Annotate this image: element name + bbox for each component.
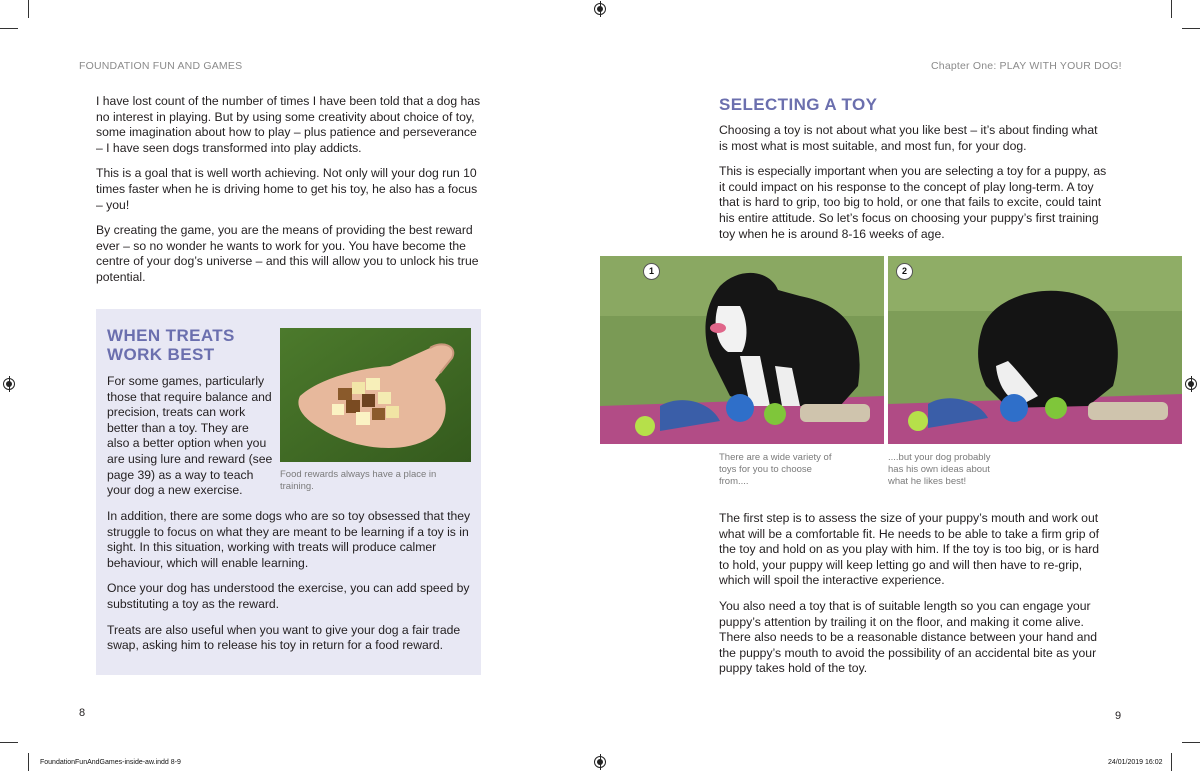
- crop-mark: [1182, 28, 1200, 29]
- page-number-left: 8: [79, 707, 86, 719]
- registration-mark-icon: [1185, 378, 1197, 390]
- registration-mark-icon: [594, 756, 606, 768]
- right-intro-text: [719, 123, 1109, 252]
- paragraph: I have lost count of the number of times I have been told that a dog has no interest in playing. But by using some creativity about choice of toy, some imagination about how to play – plus patience and perseverance – I have seen dogs transformed into play addicts.: [96, 94, 481, 155]
- paragraph: Once your dog has understood the exercise, you can add speed by substituting a toy as the reward.: [107, 581, 470, 611]
- paragraph: In addition, there are some dogs who are so toy obsessed that they struggle to focus on what they are meant to be learning if a toy is in sight. In this situation, working with treats will produce calmer behaviour, which will enable learning.: [107, 509, 471, 570]
- dog-sniffing-toys-photo: [888, 256, 1182, 444]
- page-number-right: 9: [1115, 710, 1122, 722]
- section-heading: SELECTING A TOY: [719, 95, 878, 114]
- paragraph: Treats are also useful when you want to give your dog a fair trade swap, asking him to release his toy in return for a food reward.: [107, 622, 461, 653]
- crop-mark: [0, 28, 18, 29]
- treats-photo: [280, 328, 471, 462]
- photo-2-caption: ....but your dog probably has his own ideas about what he likes best!: [888, 452, 991, 487]
- registration-mark-icon: [594, 3, 606, 15]
- crop-mark: [28, 753, 29, 771]
- right-body-text: [719, 511, 1109, 687]
- slug-date: 24/01/2019 16:02: [1108, 759, 1163, 766]
- registration-mark-icon: [3, 378, 15, 390]
- paragraph: By creating the game, you are the means of providing the best reward ever – so no wonder he wants to work for you. You have become the centre of your dog’s universe – and this will allow you to unlock his true potential.: [96, 223, 479, 284]
- sidebar-intro: [107, 374, 273, 509]
- paragraph: This is especially important when you are selecting a toy for a puppy, as it could impact on his response to the concept of play long-term. A toy that is hard to grip, too big to hold, or one that fails to excite, could taint his entire attitude. So let’s focus on choosing your puppy’s first training toy when he is around 8-16 weeks of age.: [719, 164, 1107, 241]
- running-head-left: FOUNDATION FUN AND GAMES: [79, 60, 243, 72]
- crop-mark: [1182, 742, 1200, 743]
- sidebar-heading: [107, 326, 272, 364]
- paragraph: This is a goal that is well worth achieving. Not only will your dog run 10 times faster when he is driving home to get his toy, he also has a focus – you!: [96, 166, 478, 212]
- sidebar-when-treats-work-best: [96, 309, 481, 675]
- photo-badge: 2: [896, 263, 913, 280]
- treats-photo-caption: Food rewards always have a place in training.: [280, 469, 437, 492]
- slug-filename: FoundationFunAndGames-inside-aw.indd 8-9: [40, 759, 181, 766]
- crop-mark: [28, 0, 29, 18]
- paragraph: The first step is to assess the size of your puppy’s mouth and work out what will be a comfortable fit. He needs to be able to take a firm grip of the toy and hold on as you play with him. If the toy is too big, or is hard to hold, your puppy will keep letting go and will then have to re-grip, which will spoil the interactive experience.: [719, 511, 1100, 588]
- crop-mark: [1171, 753, 1172, 771]
- sidebar-body: [107, 509, 471, 664]
- paragraph: You also need a toy that is of suitable length so you can engage your puppy’s attention by trailing it on the floor, and making it come alive. There also needs to be a reasonable distance between your hand and the puppy’s mouth to avoid the possibility of an accidental bite as your puppy takes hold of the toy.: [719, 598, 1098, 676]
- dog-photo-2: [888, 256, 1182, 444]
- crop-mark: [0, 742, 18, 743]
- sidebar-heading-line: WORK BEST: [107, 345, 215, 364]
- paragraph: Choosing a toy is not about what you like best – it’s about finding what is most what is most suitable, and most fun, for your dog.: [719, 123, 1098, 153]
- dog-with-toys-photo: [600, 256, 884, 444]
- paragraph: For some games, particularly those that require balance and precision, treats can work better than a toy. They are also a better option when you are using lure and reward (see page 39) as a way to teach your dog a new exercise.: [107, 374, 273, 498]
- photo-badge: 1: [643, 263, 660, 280]
- dog-photo-1: [600, 256, 884, 444]
- treats-photo-image: [280, 328, 471, 462]
- left-body-text: [96, 94, 481, 296]
- running-head-right: Chapter One: PLAY WITH YOUR DOG!: [931, 60, 1122, 72]
- photo-1-caption: There are a wide variety of toys for you to choose from....: [719, 452, 832, 487]
- crop-mark: [1171, 0, 1172, 18]
- sidebar-heading-line: WHEN TREATS: [107, 326, 235, 345]
